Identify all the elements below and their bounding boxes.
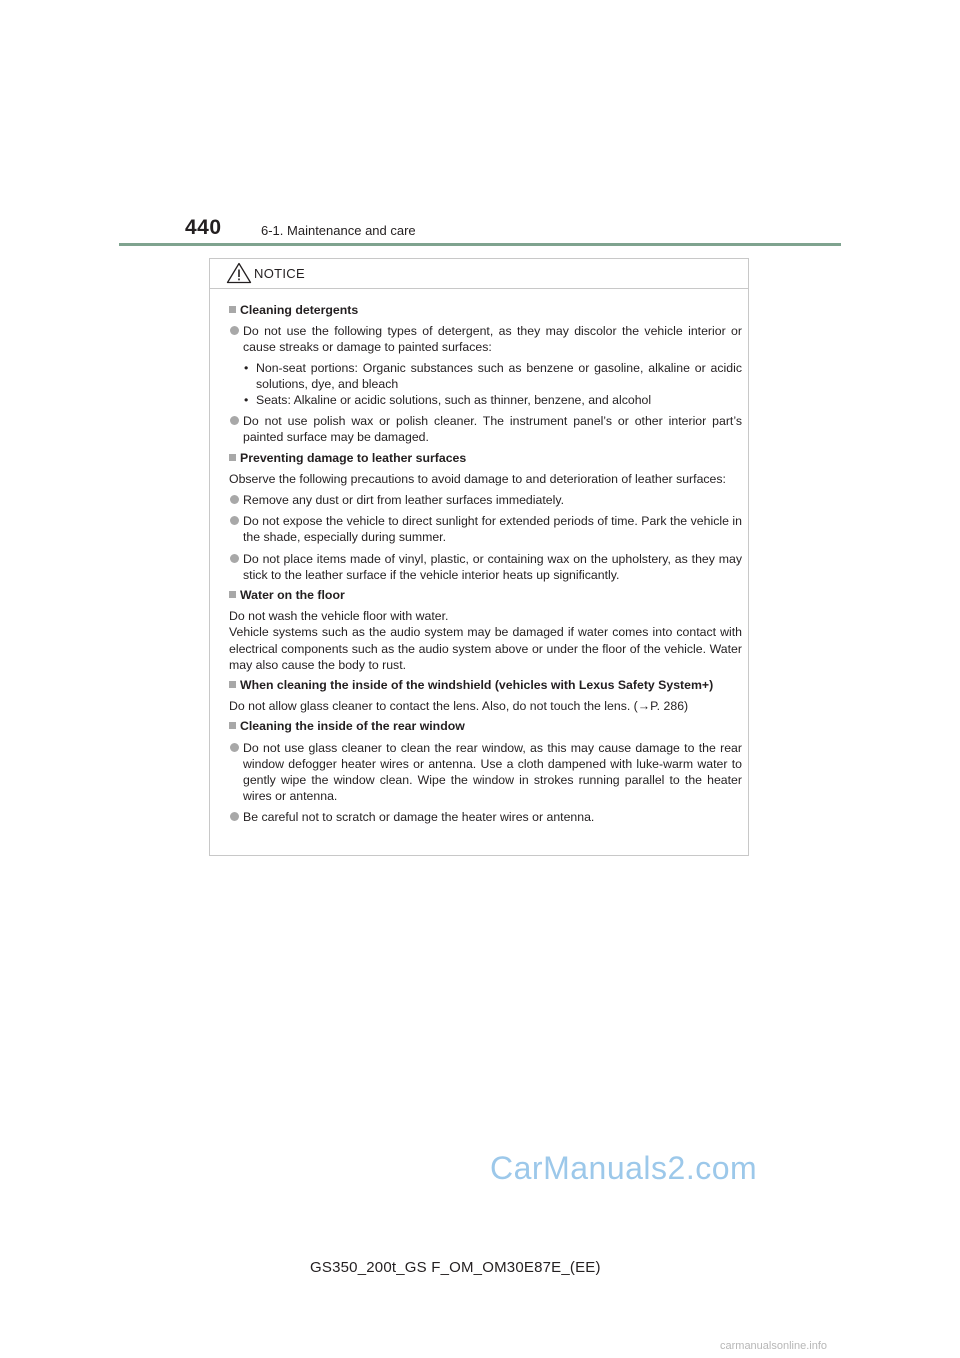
bullet-item [229, 413, 742, 445]
circle-bullet-icon [230, 812, 239, 821]
middle-dot-icon: • [244, 393, 249, 408]
bullet-item [229, 740, 742, 805]
page-number: 440 [185, 216, 222, 239]
section-heading [229, 718, 742, 734]
sub-bullet-item [229, 360, 742, 392]
middle-dot-icon: • [244, 360, 249, 375]
section-heading [229, 587, 742, 603]
square-bullet-icon [229, 454, 236, 461]
sub-bullet-text: Seats: Alkaline or acidic solutions, such as thinner, benzene, and alcohol [256, 393, 652, 408]
warning-triangle-icon [226, 262, 252, 284]
header-rule [119, 243, 841, 246]
notice-label: NOTICE [254, 266, 305, 281]
circle-bullet-icon [230, 326, 239, 335]
bullet-text: Do not place items made of vinyl, plastic, or containing wax on the upholstery, as they may stick to the leather surface if the vehicle interior heats up significantly. [243, 551, 742, 582]
bullet-item [229, 809, 742, 825]
sub-bullet-item [229, 392, 742, 408]
notice-box [209, 258, 749, 856]
bullet-text: Do not use the following types of detergent, as they may discolor the vehicle interior or cause streaks or damage to painted surfaces: [243, 324, 742, 355]
watermark-url: carmanualsonline.info [720, 1340, 828, 1352]
bullet-text: Be careful not to scratch or damage the heater wires or antenna. [243, 810, 595, 825]
bullet-item [229, 513, 742, 545]
circle-bullet-icon [230, 554, 239, 563]
circle-bullet-icon [230, 743, 239, 752]
body-paragraph: Observe the following precautions to avoid damage to and deterioration of leather surfaces: [229, 471, 726, 486]
body-paragraph: Do not allow glass cleaner to contact the lens. Also, do not touch the lens. (→P. 286) [229, 699, 689, 714]
bullet-item [229, 492, 742, 508]
circle-bullet-icon [230, 516, 239, 525]
section-heading-text: Cleaning the inside of the rear window [240, 719, 465, 734]
circle-bullet-icon [230, 416, 239, 425]
section-heading-text: Water on the floor [240, 588, 345, 603]
square-bullet-icon [229, 306, 236, 313]
bullet-text: Remove any dust or dirt from leather surfaces immediately. [243, 493, 564, 508]
bullet-text: Do not use glass cleaner to clean the rear window, as this may cause damage to the rear window defogger heater wires or antenna. Use a cloth dampened with luke-warm water to gently wipe the window clean. Wipe the window in strokes running parallel to the heater wires or antenna. [243, 740, 742, 804]
bullet-text: Do not use polish wax or polish cleaner. The instrument panel’s or other interior part’s painted surface may be damaged. [243, 414, 742, 445]
section-title: 6-1. Maintenance and care [261, 223, 416, 238]
section-heading-text: Cleaning detergents [240, 303, 359, 317]
document-code: GS350_200t_GS F_OM_OM30E87E_(EE) [310, 1259, 601, 1276]
notice-header [210, 259, 748, 289]
body-paragraph: Do not wash the vehicle floor with water. [229, 609, 449, 624]
bullet-item [229, 551, 742, 583]
square-bullet-icon [229, 681, 236, 688]
body-paragraph: Vehicle systems such as the audio system may be damaged if water comes into contact with electrical components such as the audio system above or under the floor of the vehicle. Water may also cause the body to rust. [229, 625, 742, 672]
sub-bullet-text: Non-seat portions: Organic substances such as benzene or gasoline, alkaline or acidic solutions, dye, and bleach [256, 360, 742, 391]
square-bullet-icon [229, 722, 236, 729]
section-heading [229, 450, 742, 466]
section-heading [229, 677, 742, 693]
watermark-logo: CarManuals2.com [490, 1150, 758, 1186]
circle-bullet-icon [230, 495, 239, 504]
section-heading-text: Preventing damage to leather surfaces [240, 450, 467, 465]
section-heading-text: When cleaning the inside of the windshield (vehicles with Lexus Safety System+) [240, 678, 714, 693]
square-bullet-icon [229, 591, 236, 598]
bullet-item [229, 323, 742, 355]
notice-content [210, 289, 748, 826]
section-heading [229, 302, 742, 318]
bullet-text: Do not expose the vehicle to direct sunlight for extended periods of time. Park the vehicle in the shade, especially during summer. [243, 514, 742, 545]
